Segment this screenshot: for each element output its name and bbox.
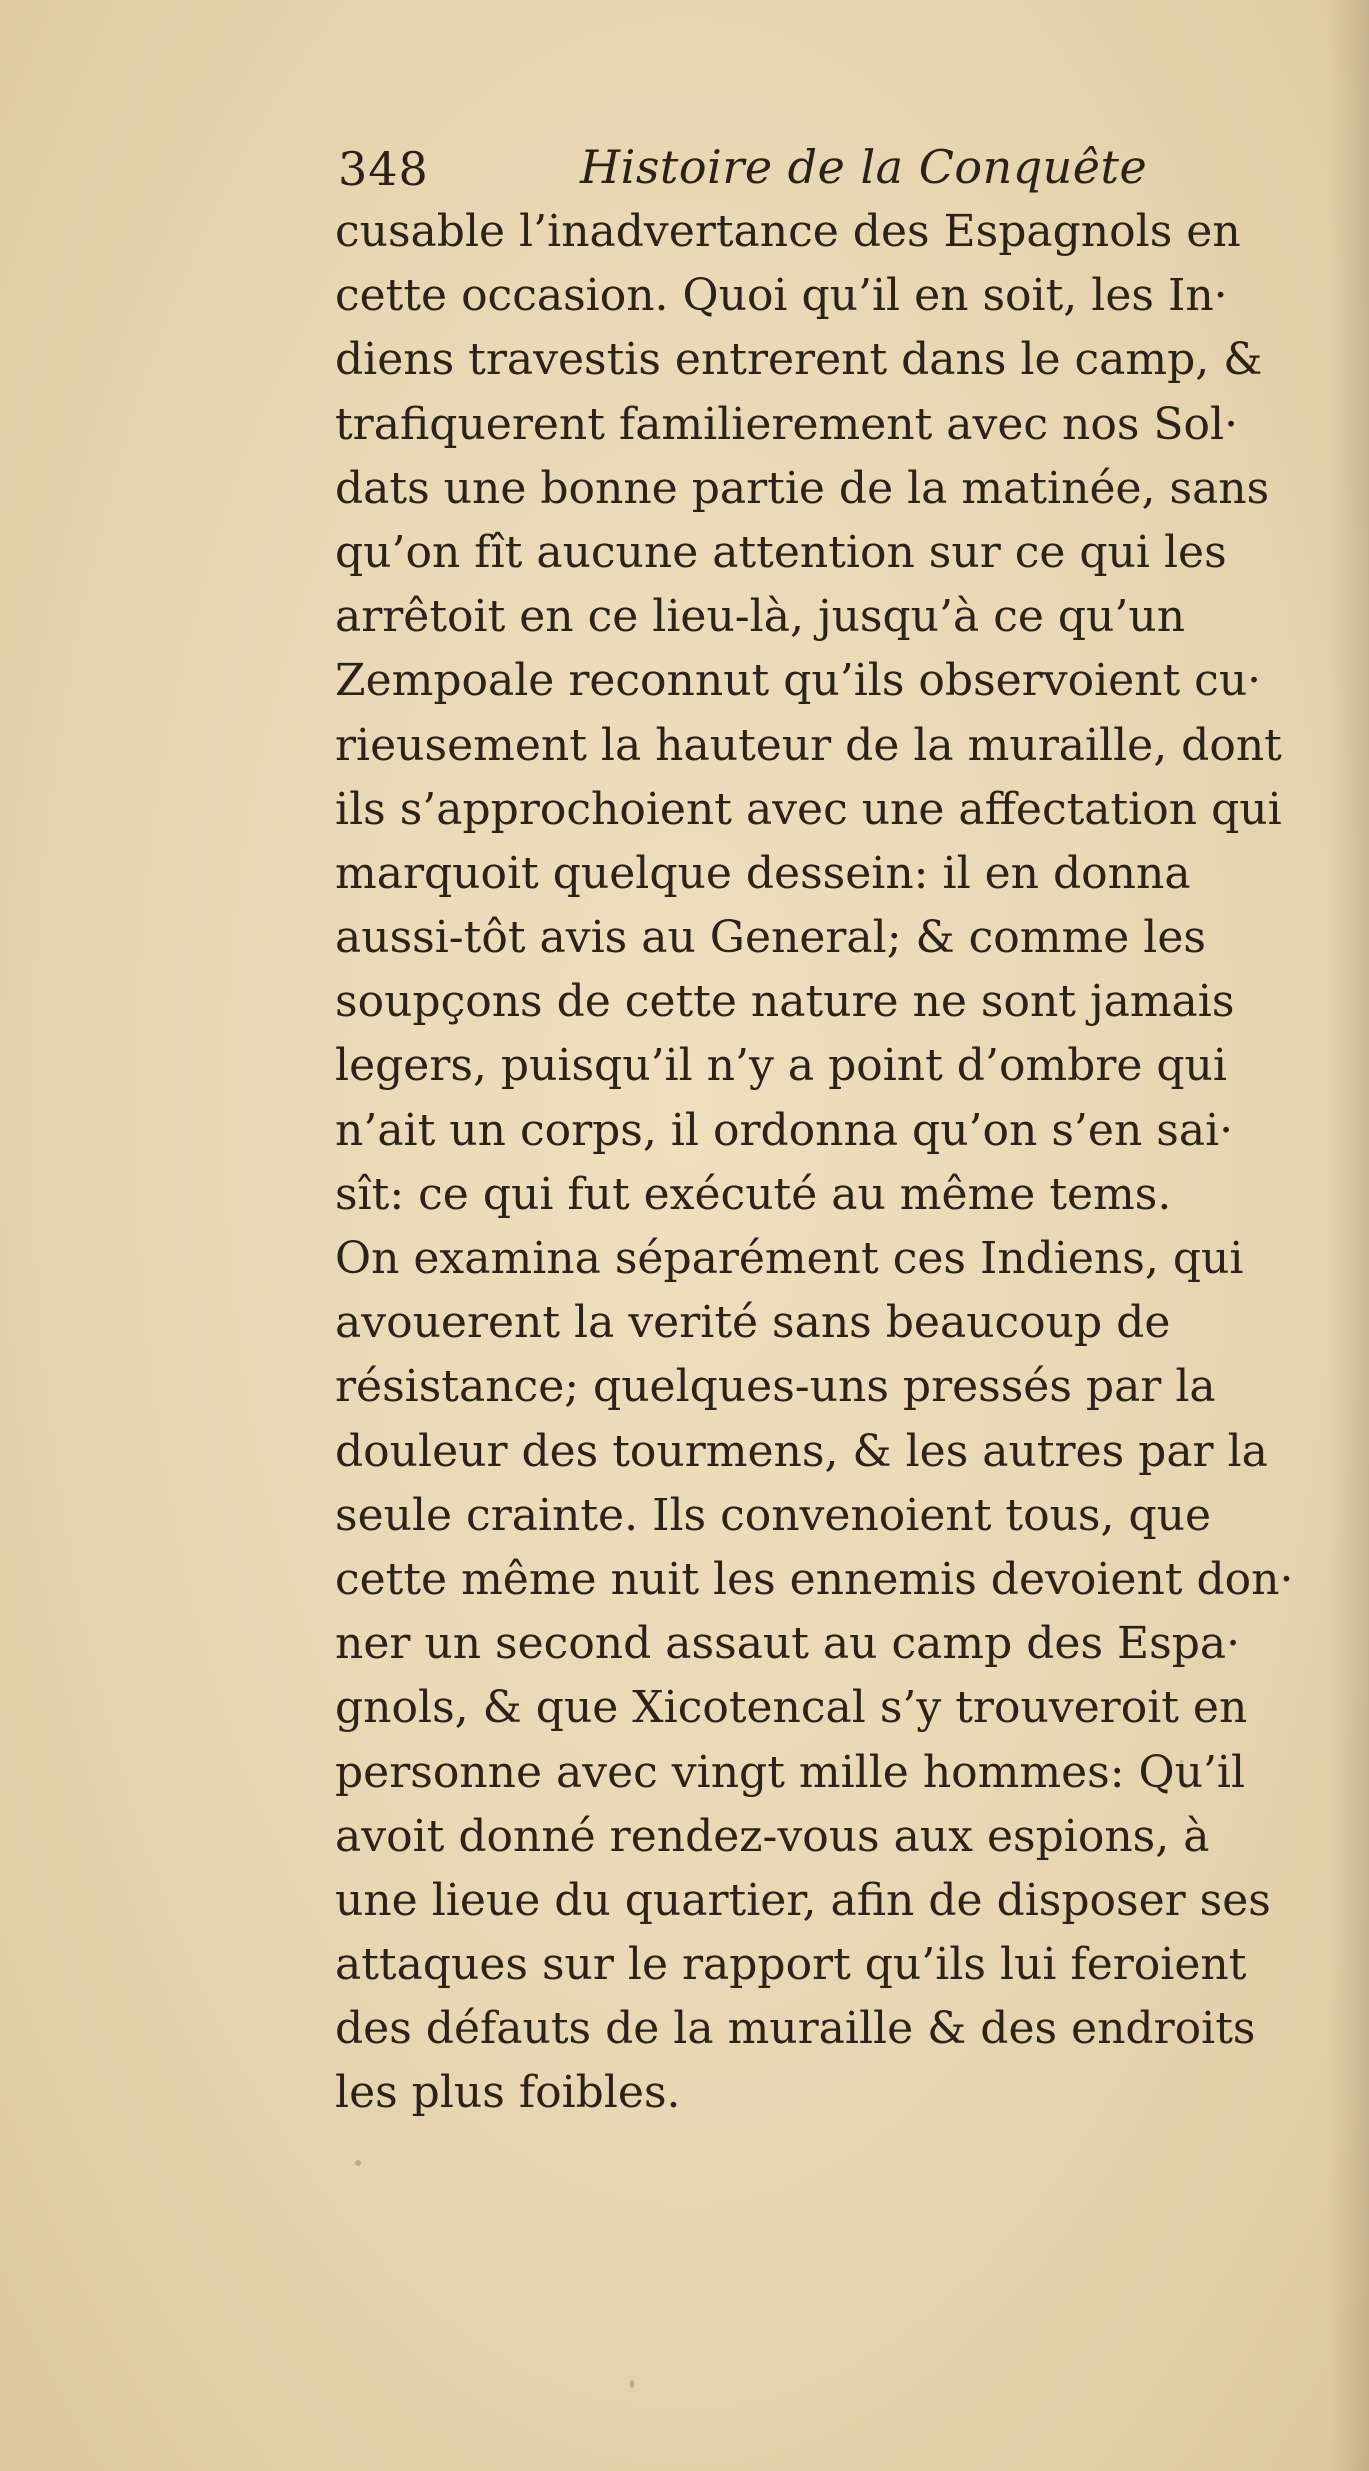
text-line: résistance; quelques-uns pressés par la — [335, 1361, 1216, 1413]
text-line: avouerent la verité sans beaucoup de — [335, 1297, 1171, 1349]
text-line: arrêtoit en ce lieu-là, jusqu’à ce qu’un — [335, 591, 1186, 643]
text-line: des défauts de la muraille & des endroits — [335, 2003, 1256, 2055]
text-line: seule crainte. Ils convenoient tous, que — [335, 1489, 1212, 1541]
paper-speck — [630, 2380, 634, 2388]
running-title: Histoire de la Conquête — [580, 140, 1148, 194]
text-line: aussi-tôt avis au General; & comme les — [335, 912, 1206, 964]
text-line: On examina séparément ces Indiens, qui — [335, 1233, 1244, 1284]
text-line: cette occasion. Quoi qu’il en soit, les In· — [335, 270, 1228, 322]
body-text — [335, 200, 1365, 2126]
text-line: attaques sur le rapport qu’ils lui feroient — [335, 1939, 1247, 1991]
text-line: dats une bonne partie de la matinée, sans — [335, 462, 1270, 514]
text-line: legers, puisqu’il n’y a point d’ombre qui — [335, 1040, 1227, 1092]
text-line: cette même nuit les ennemis devoient don· — [335, 1553, 1294, 1605]
text-line: qu’on fît aucune attention sur ce qui les — [335, 526, 1227, 578]
text-line: Zempoale reconnut qu’ils observoient cu· — [335, 655, 1262, 707]
text-line: marquoit quelque dessein: il en donna — [335, 847, 1191, 899]
text-line: gnols, & que Xicotencal s’y trouveroit en — [335, 1682, 1248, 1734]
text-line: cusable l’inadvertance des Espagnols en — [335, 206, 1241, 257]
text-line: douleur des tourmens, & les autres par la — [335, 1425, 1268, 1477]
text-line: ner un second assaut au camp des Espa· — [335, 1618, 1241, 1670]
paper-speck — [355, 2160, 361, 2166]
text-line: diens travestis entrerent dans le camp, & — [335, 334, 1263, 386]
text-line: une lieue du quartier, afin de disposer ses — [335, 1874, 1271, 1926]
paper-speck — [1180, 1760, 1183, 1763]
text-line: sît: ce qui fut exécuté au même tems. — [335, 1168, 1172, 1220]
text-line: rieusement la hauteur de la muraille, dont — [335, 719, 1282, 771]
text-line: les plus foibles. — [335, 2067, 681, 2119]
text-line: soupçons de cette nature ne sont jamais — [335, 976, 1235, 1028]
text-line: n’ait un corps, il ordonna qu’on s’en sai· — [335, 1104, 1234, 1156]
text-line: personne avec vingt mille hommes: Qu’il — [335, 1746, 1246, 1798]
text-line: ils s’approchoient avec une affectation qui — [335, 783, 1282, 835]
text-line: trafiquerent familierement avec nos Sol· — [335, 398, 1239, 450]
text-line: avoit donné rendez-vous aux espions, à — [335, 1810, 1210, 1862]
page-number: 348 — [338, 142, 429, 196]
